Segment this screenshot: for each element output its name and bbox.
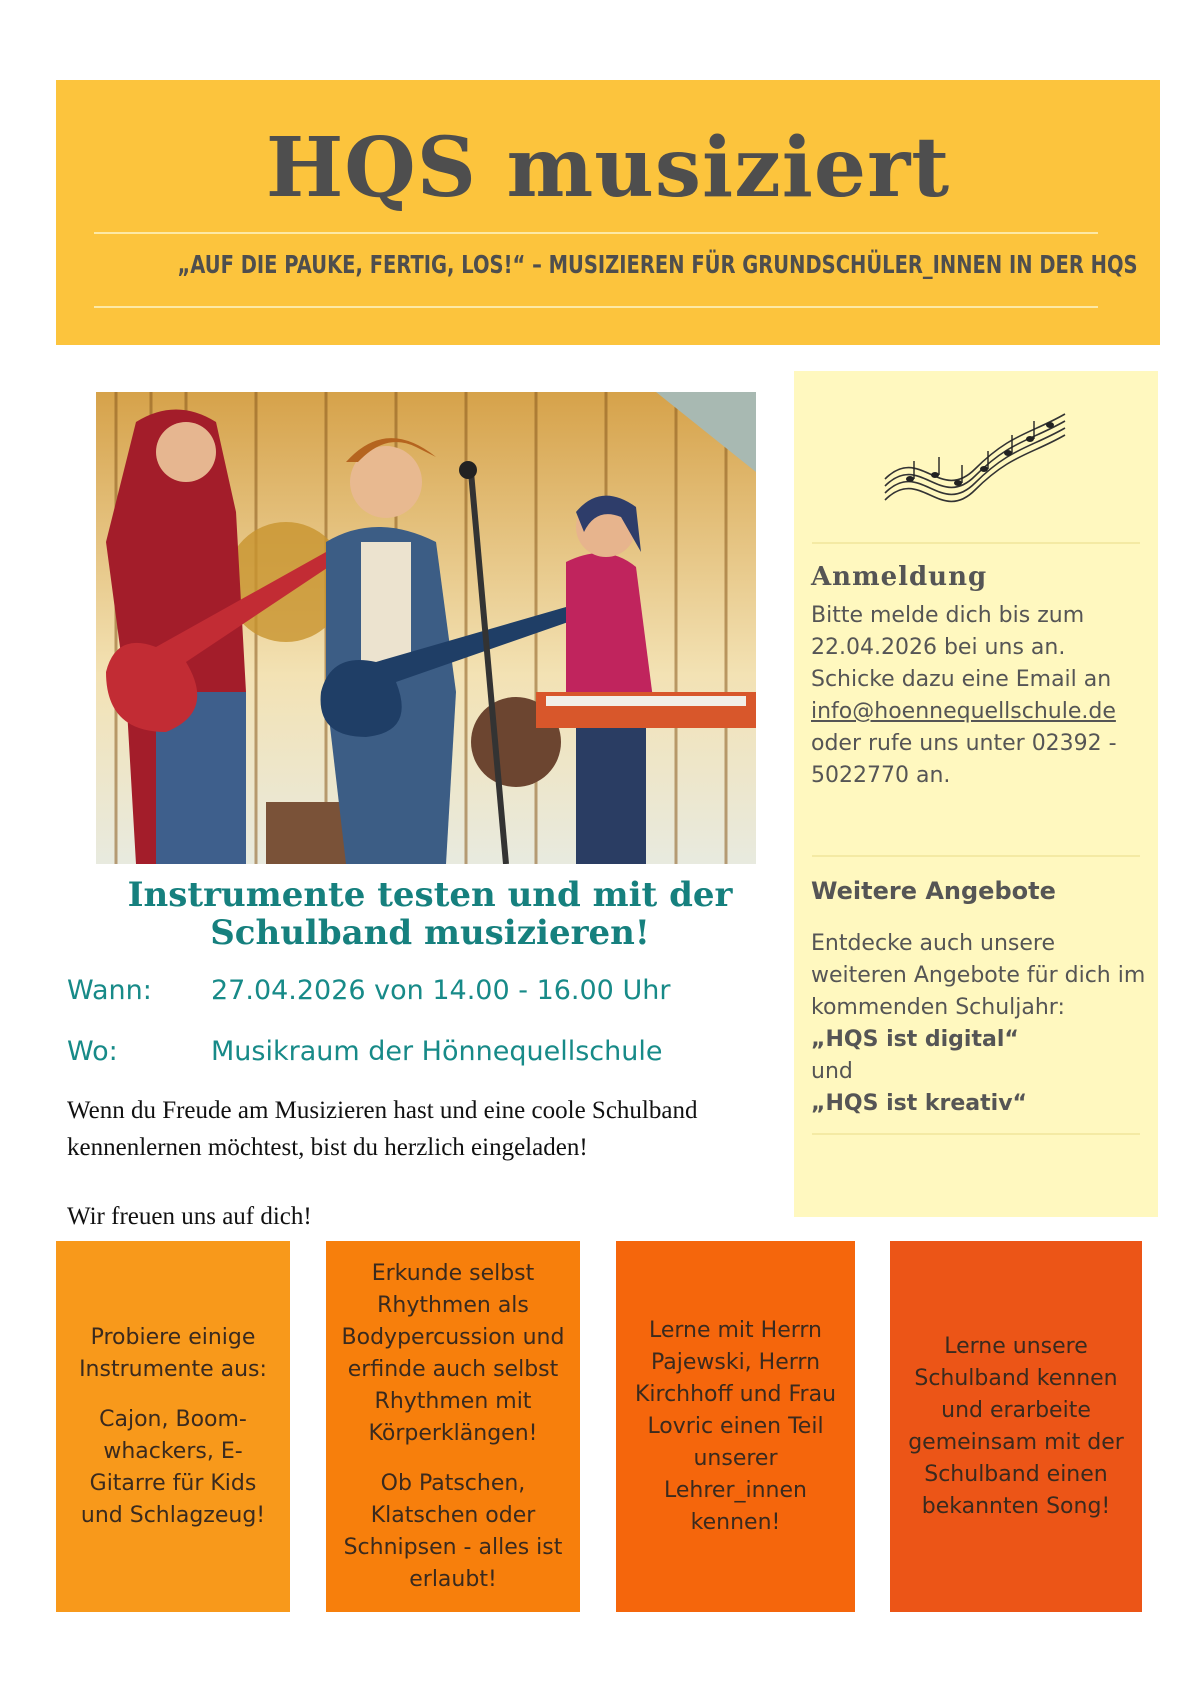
header-banner <box>56 80 1160 345</box>
box-text: Erkunde selbst Rhythmen als Bodypercussion und erfinde auch selbst Rhythmen mit Körperklängen! <box>341 1260 565 1446</box>
sidebar-divider <box>812 1133 1140 1135</box>
offer-kreativ: „HQS ist kreativ“ <box>811 1091 1027 1116</box>
weitere-heading: Weitere Angebote <box>811 877 1056 905</box>
activity-box-instruments <box>56 1241 290 1612</box>
where-label: Wo: <box>67 1036 118 1067</box>
offer-digital: „HQS ist digital“ <box>811 1027 1019 1052</box>
event-heading: Instrumente testen und mit der Schulband musizieren! <box>127 875 733 953</box>
activity-box-teachers <box>616 1241 855 1612</box>
offer-connector: und <box>811 1059 853 1084</box>
banner-divider-top <box>94 232 1098 234</box>
anmeldung-text-1: Bitte melde dich bis zum 22.04.2026 bei uns an. Schicke dazu eine Email an <box>811 603 1112 692</box>
where-value: Musikraum der Hönnequellschule <box>211 1036 663 1067</box>
box-text: Ob Patschen, Klatschen oder Schnipsen - alles ist erlaubt! <box>343 1470 563 1592</box>
when-label: Wann: <box>67 975 152 1006</box>
band-illustration <box>96 392 756 864</box>
box-text: Probiere einige Instrumente aus: <box>79 1324 267 1382</box>
sidebar-divider <box>812 855 1140 857</box>
box-text: Lerne mit Herrn Pajewski, Herrn Kirchhoff und Frau Lovric einen Teil unserer Lehrer_innen kennen! <box>634 1317 837 1535</box>
anmeldung-text <box>811 600 1151 792</box>
page-title: HQS musiziert <box>265 120 951 216</box>
activity-box-schoolband <box>890 1241 1142 1612</box>
weitere-text <box>811 928 1151 1120</box>
email-link[interactable]: info@hoennequellschule.de <box>811 699 1116 724</box>
intro-paragraph: Wenn du Freude am Musizieren hast und eine coole Schulband kennenlernen möchtest, bist du herzlich eingeladen! <box>67 1097 698 1161</box>
weitere-intro: Entdecke auch unsere weiteren Angebote für dich im kommenden Schuljahr: <box>811 931 1146 1020</box>
banner-divider-bottom <box>94 306 1098 308</box>
music-notes-staff-icon <box>880 409 1070 523</box>
page-subtitle: „AUF DIE PAUKE, FERTIG, LOS!“ – MUSIZIEREN FÜR GRUNDSCHÜLER_INNEN IN DER HQS <box>177 250 1138 279</box>
anmeldung-text-2: oder rufe uns unter 02392 - 5022770 an. <box>811 731 1117 788</box>
box-text: Lerne unsere Schulband kennen und erarbeite gemeinsam mit der Schulband einen bekannten Song! <box>908 1333 1124 1519</box>
anmeldung-heading: Anmeldung <box>811 562 988 592</box>
sidebar <box>794 371 1158 1217</box>
closing-paragraph: Wir freuen uns auf dich! <box>67 1203 312 1230</box>
activity-box-bodypercussion <box>326 1241 580 1612</box>
box-text: Cajon, Boom-whackers, E-Gitarre für Kids und Schlagzeug! <box>80 1406 266 1528</box>
when-value: 27.04.2026 von 14.00 - 16.00 Uhr <box>211 975 671 1006</box>
sidebar-divider <box>812 542 1140 544</box>
